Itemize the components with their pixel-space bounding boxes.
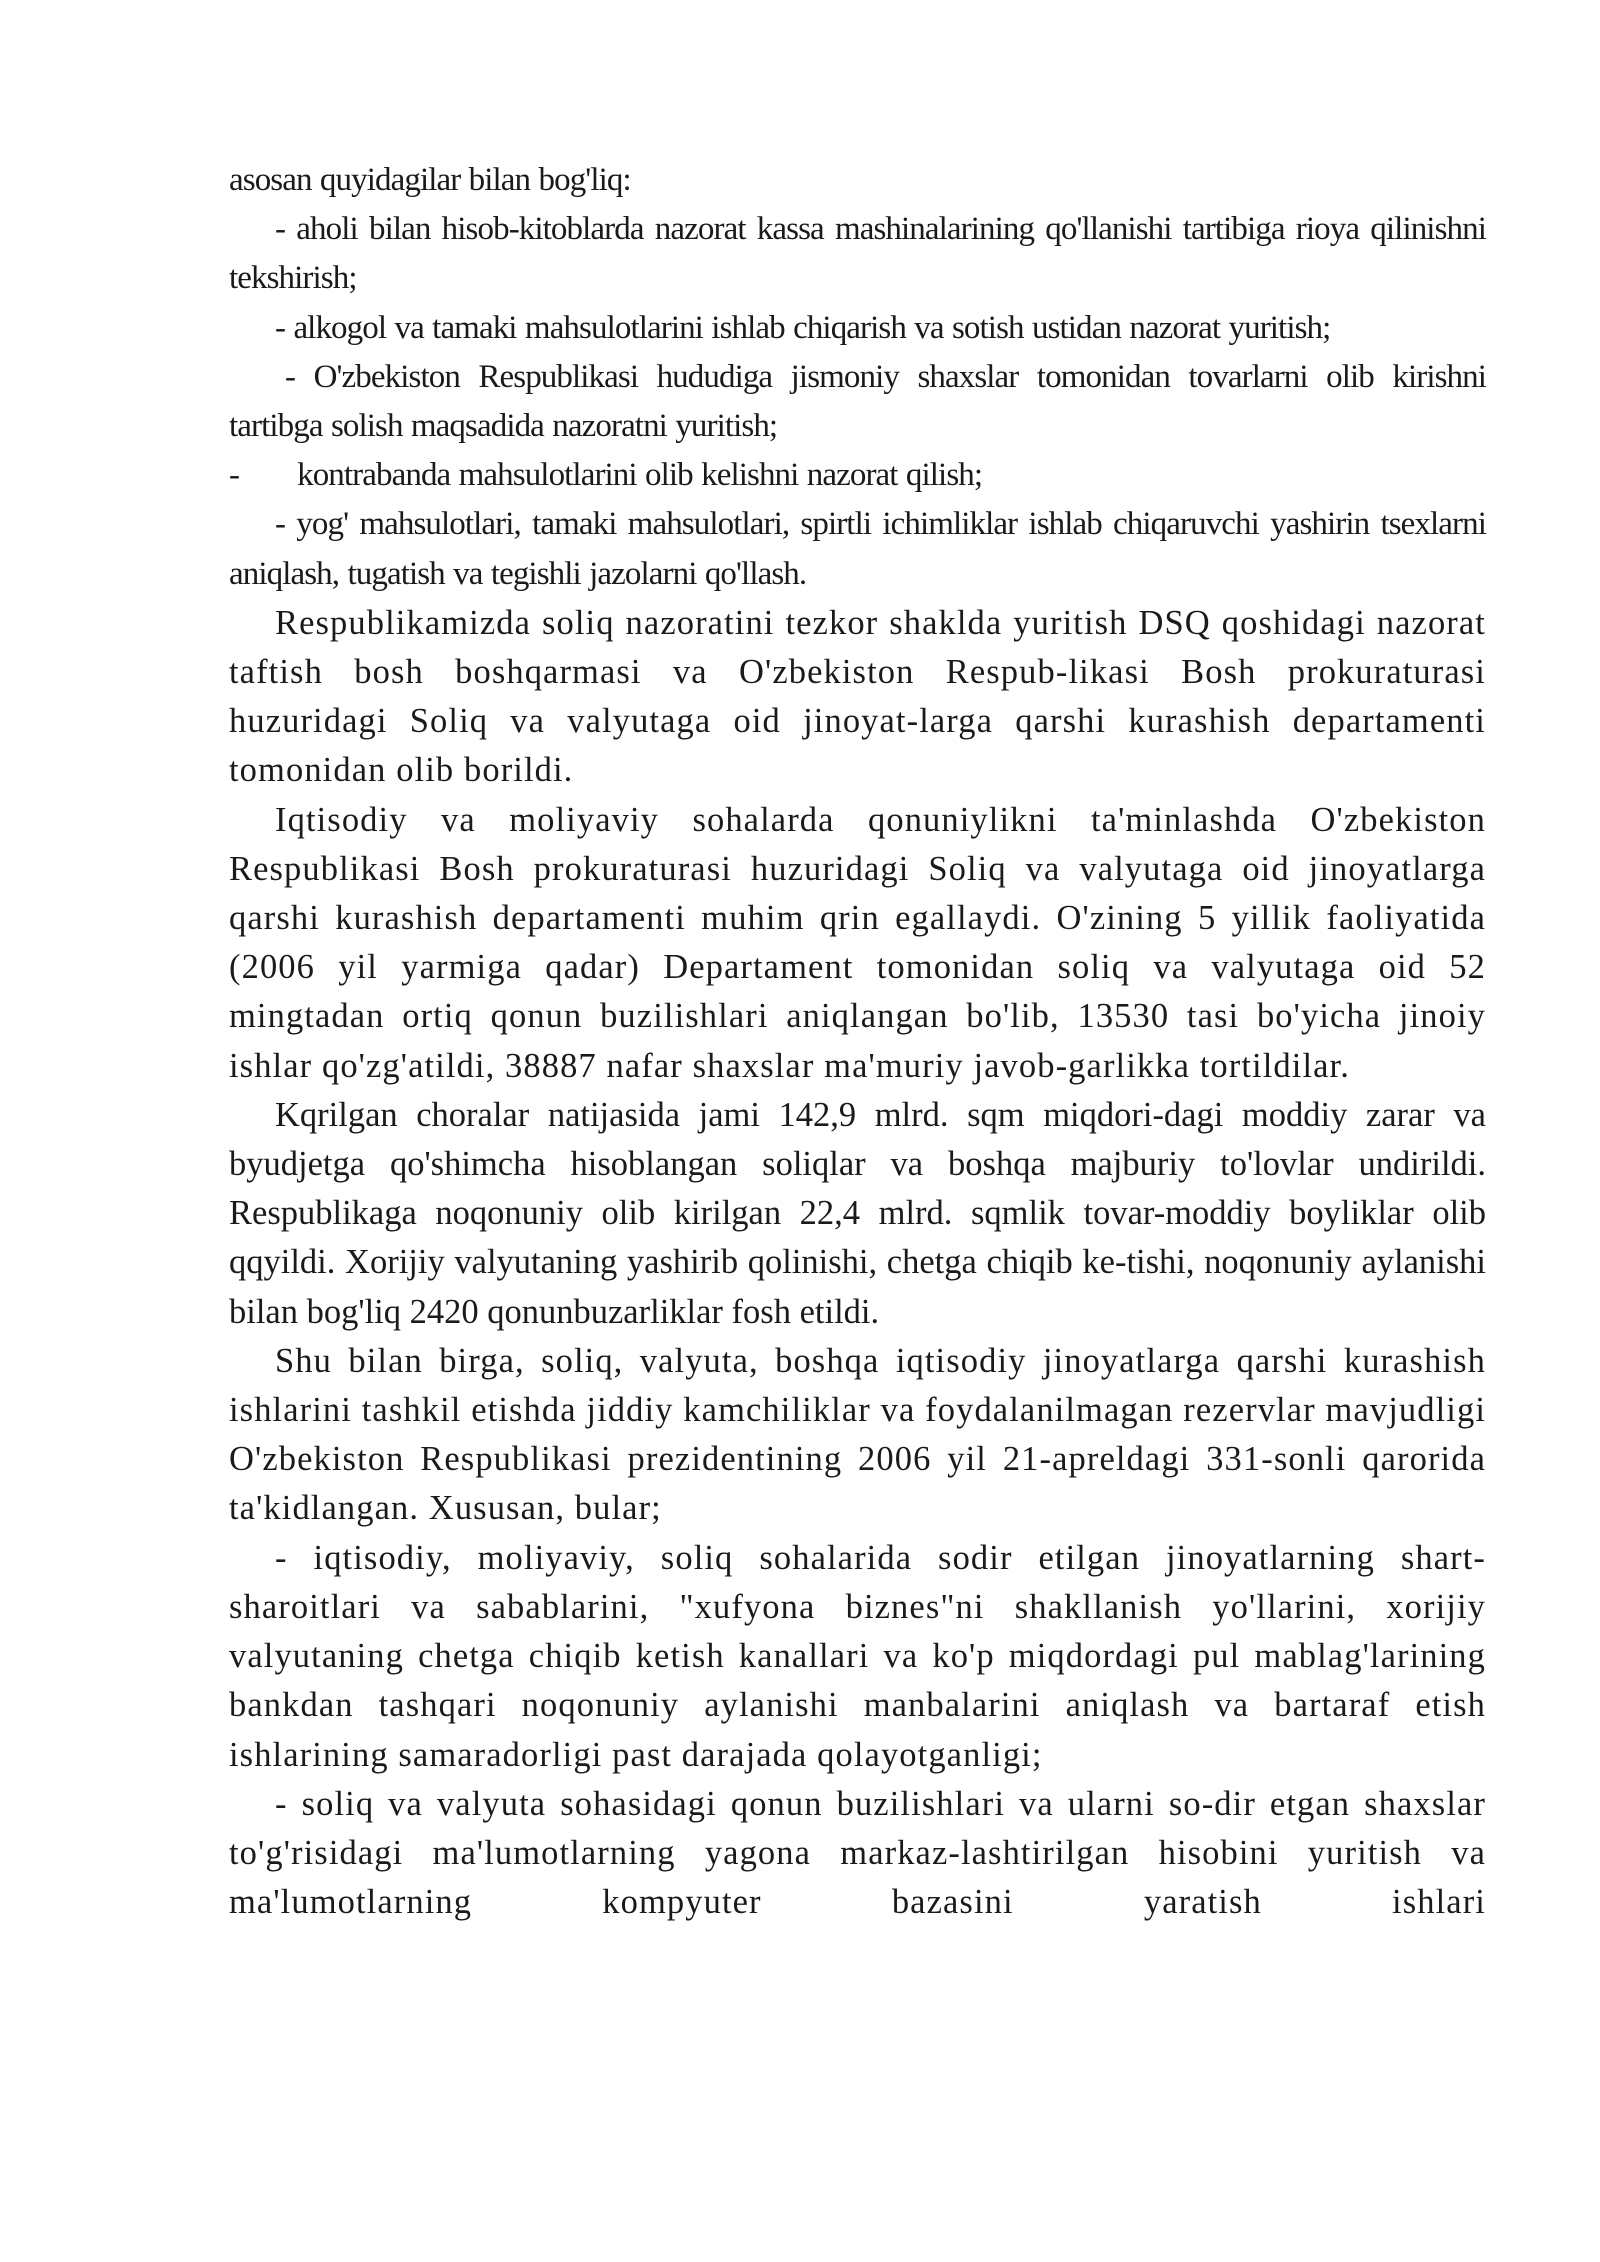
paragraph: Respublikamizda soliq nazoratini tezkor shaklda yuritish DSQ qoshidagi nazorat taftish bosh boshqarmasi va O'zbekiston Respub-likasi Bosh prokuraturasi huzuridagi Soliq va valyutaga oid jinoyat-larga qarshi kurashish departamenti tomonidan olib borildi. bbox=[229, 603, 1486, 790]
bullet-item: - soliq va valyuta sohasidagi qonun buzilishlari va ularni so-dir etgan shaxslar to'g'risidagi ma'lumotlarning yagona markaz-lashtirilgan hisobini yuritish va ma'lumotlarning kompyuter bazasini yaratish ishlari bbox=[229, 1784, 1486, 1922]
paragraph: Shu bilan birga, soliq, valyuta, boshqa iqtisodiy jinoyatlarga qarshi kurashish ishlarini tashkil etishda jiddiy kamchiliklar va foydalanilmagan rezervlar mavjudligi O'zbekiston Respublikasi prezidentining 2006 yil 21-apreldagi 331-sonli qarorida ta'kidlangan. Xususan, bular; bbox=[229, 1341, 1486, 1528]
bullet-item: - iqtisodiy, moliyaviy, soliq sohalarida sodir etilgan jinoyatlarning shart-sharoitlari va sabablarini, "xufyona biznes"ni shakllanish yo'llarini, xorijiy valyutaning chetga chiqib ketish kanallari va ko'p miqdordagi pul mablag'larining bankdan tashqari noqonuniy aylanishi manbalarini aniqlash va bartaraf etish ishlarining samaradorligi past darajada qolayotganligi; bbox=[229, 1538, 1486, 1774]
bullet-item: - yog' mahsulotlari, tamaki mahsulotlari, spirtli ichimliklar ishlab chiqaruvchi yashirin tsexlarni aniqlash, tugatish va tegishli jazolarni qo'llash. bbox=[229, 506, 1486, 592]
paragraph: asosan quyidagilar bilan bog'liq: bbox=[229, 162, 631, 198]
document-page bbox=[229, 156, 1486, 1927]
bullet-item: - aholi bilan hisob-kitoblarda nazorat kassa mashinalarining qo'llanishi tartibiga rioya qilinishni tekshirish; bbox=[229, 211, 1486, 297]
paragraph: Kqrilgan choralar natijasida jami 142,9 mlrd. sqm miqdori-dagi moddiy zarar va byudjetga qo'shimcha hisoblangan soliqlar va boshqa majburiy to'lovlar undirildi. Respublikaga noqonuniy olib kirilgan 22,4 mlrd. sqmlik tovar-moddiy boyliklar olib qqyildi. Xorijiy valyutaning yashirib qolinishi, chetga chiqib ke-tishi, noqonuniy aylanishi bilan bog'liq 2420 qonunbuzarliklar fosh etildi. bbox=[229, 1095, 1486, 1331]
bullet-text: kontrabanda mahsulotlarini olib kelishni nazorat qilish; bbox=[297, 457, 983, 494]
bullet-item: - O'zbekiston Respublikasi hududiga jismoniy shaxslar tomonidan tovarlarni olib kirishni tartibga solish maqsadida nazoratni yuritish; bbox=[229, 358, 1486, 445]
bullet-dash: - bbox=[229, 457, 240, 494]
bullet-item bbox=[229, 451, 1486, 500]
bullet-item: - alkogol va tamaki mahsulotlarini ishlab chiqarish va sotish ustidan nazorat yuritish; bbox=[275, 309, 1331, 346]
paragraph: Iqtisodiy va moliyaviy sohalarda qonuniylikni ta'minlashda O'zbekiston Respublikasi Bosh prokuraturasi huzuridagi Soliq va valyutaga oid jinoyatlarga qarshi kurashish departamenti muhim qrin egallaydi. O'zining 5 yillik faoliyatida (2006 yil yarmiga qadar) Departament tomonidan soliq va valyutaga oid 52 mingtadan ortiq qonun buzilishlari aniqlangan bo'lib, 13530 tasi bo'yicha jinoiy ishlar qo'zg'atildi, 38887 nafar shaxslar ma'muriy javob-garlikka tortildilar. bbox=[229, 800, 1486, 1085]
